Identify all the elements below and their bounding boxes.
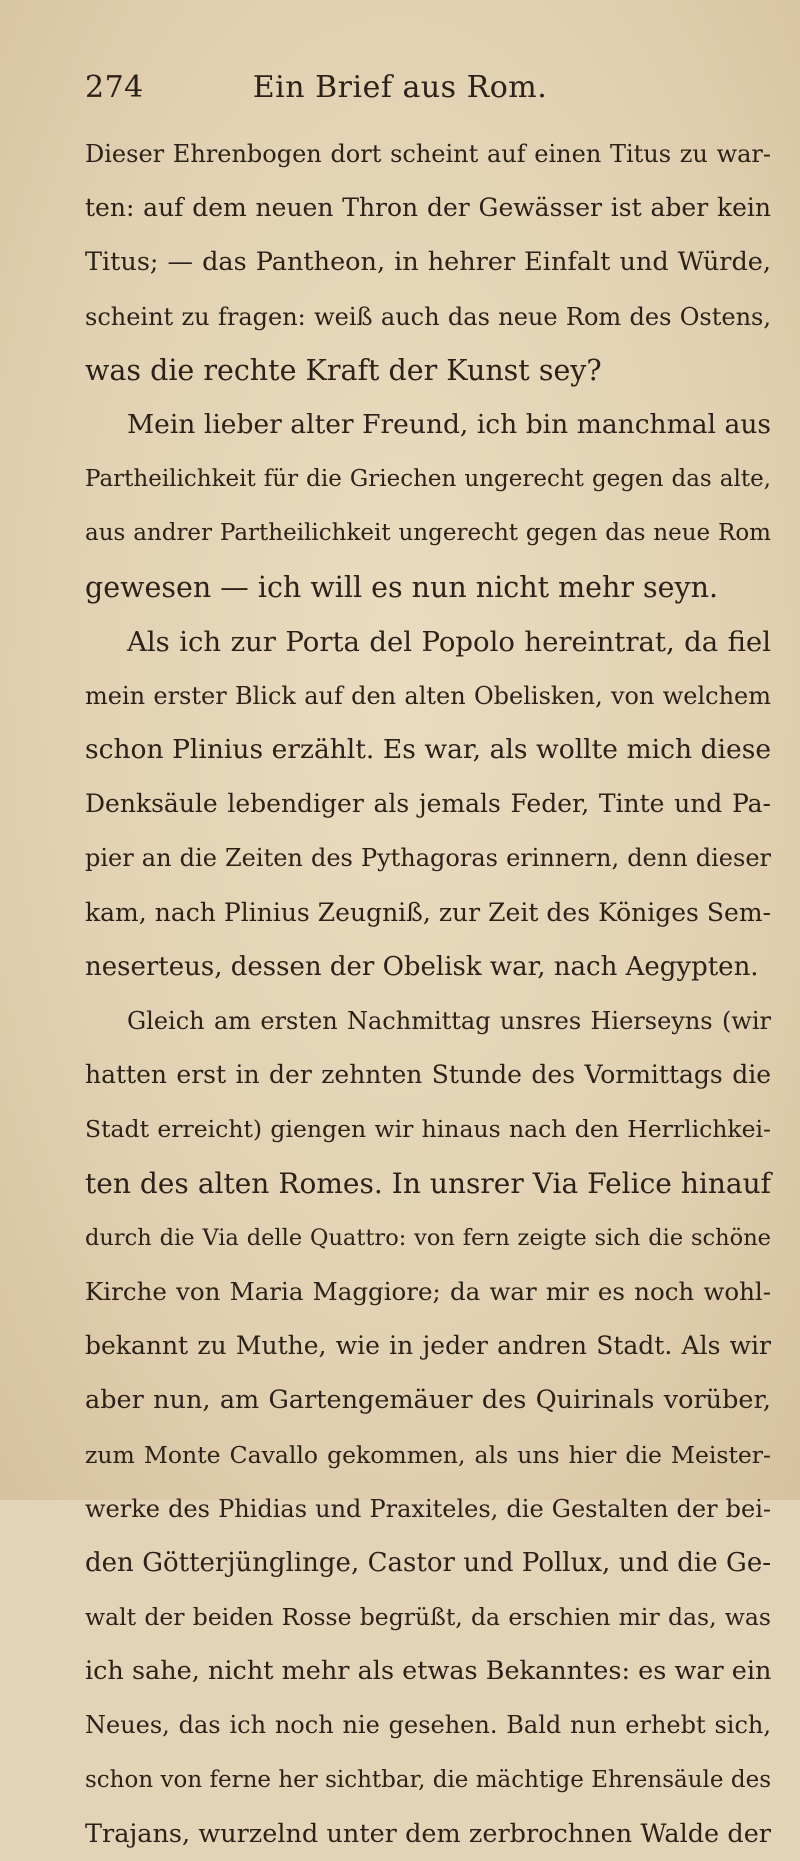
text-line: Partheilichkeit für die Griechen ungerecht gegen das alte, xyxy=(85,466,771,493)
text-line: Mein lieber alter Freund, ich bin manchmal aus xyxy=(127,408,771,440)
text-line: ich sahe, nicht mehr als etwas Bekanntes: es war ein xyxy=(85,1656,772,1687)
text-line: Kirche von Maria Maggiore; da war mir es noch wohl- xyxy=(85,1276,771,1306)
text-line: kam, nach Plinius Zeugniß, zur Zeit des Königes Sem- xyxy=(85,897,771,927)
text-line: schon von ferne her sichtbar, die mächtige Ehrensäule des xyxy=(85,1766,771,1793)
text-line: mein erster Blick auf den alten Obelisken, von welchem xyxy=(85,681,771,710)
text-line: walt der beiden Rosse begrüßt, da erschien mir das, was xyxy=(85,1603,771,1632)
text-line: ten: auf dem neuen Thron der Gewässer ist aber kein xyxy=(85,193,771,223)
text-line: gewesen — ich will es nun nicht mehr seyn. xyxy=(85,570,719,604)
text-line: schon Plinius erzählt. Es war, als wollte mich diese xyxy=(85,734,771,766)
body-text xyxy=(85,127,771,1861)
text-line: Trajans, wurzelnd unter dem zerbrochnen Walde der xyxy=(85,1818,771,1849)
running-head: Ein Brief aus Rom. xyxy=(252,70,548,105)
text-line: ten des alten Romes. In unsrer Via Felice hinauf xyxy=(85,1166,771,1200)
text-line: zum Monte Cavallo gekommen, als uns hier die Meister- xyxy=(85,1440,771,1469)
text-line: den Götterjünglinge, Castor und Pollux, und die Ge- xyxy=(85,1547,771,1578)
text-line: durch die Via delle Quattro: von fern zeigte sich die schöne xyxy=(85,1224,771,1251)
text-line: Stadt erreicht) giengen wir hinaus nach den Herrlichkei- xyxy=(85,1115,771,1144)
text-line: aber nun, am Gartengemäuer des Quirinals vorüber, xyxy=(85,1385,771,1416)
text-line: scheint zu fragen: weiß auch das neue Rom des Ostens, xyxy=(85,302,771,331)
text-line: neserteus, dessen der Obelisk war, nach Aegypten. xyxy=(85,951,759,982)
text-line: hatten erst in der zehnten Stunde des Vormittags die xyxy=(85,1060,771,1090)
text-line: Als ich zur Porta del Popolo hereintrat, da fiel xyxy=(127,625,771,658)
page-number: 274 xyxy=(85,70,144,105)
text-line: bekannt zu Muthe, wie in jeder andren Stadt. Als wir xyxy=(85,1331,771,1361)
text-line: Neues, das ich noch nie gesehen. Bald nun erhebt sich, xyxy=(85,1711,771,1740)
page-header xyxy=(85,70,715,110)
text-line: Titus; — das Pantheon, in hehrer Einfalt und Würde, xyxy=(85,247,771,278)
text-line: Denksäule lebendiger als jemals Feder, Tinte und Pa- xyxy=(85,789,771,819)
text-line: werke des Phidias und Praxiteles, die Gestalten der bei- xyxy=(85,1494,771,1523)
text-line: Dieser Ehrenbogen dort scheint auf einen Titus zu war- xyxy=(85,140,771,168)
text-line: Gleich am ersten Nachmittag unsres Hierseyns (wir xyxy=(127,1007,771,1035)
text-line: was die rechte Kraft der Kunst sey? xyxy=(85,353,602,387)
text-line: aus andrer Partheilichkeit ungerecht gegen das neue Rom xyxy=(85,520,771,547)
text-line: pier an die Zeiten des Pythagoras erinnern, denn dieser xyxy=(85,844,771,873)
